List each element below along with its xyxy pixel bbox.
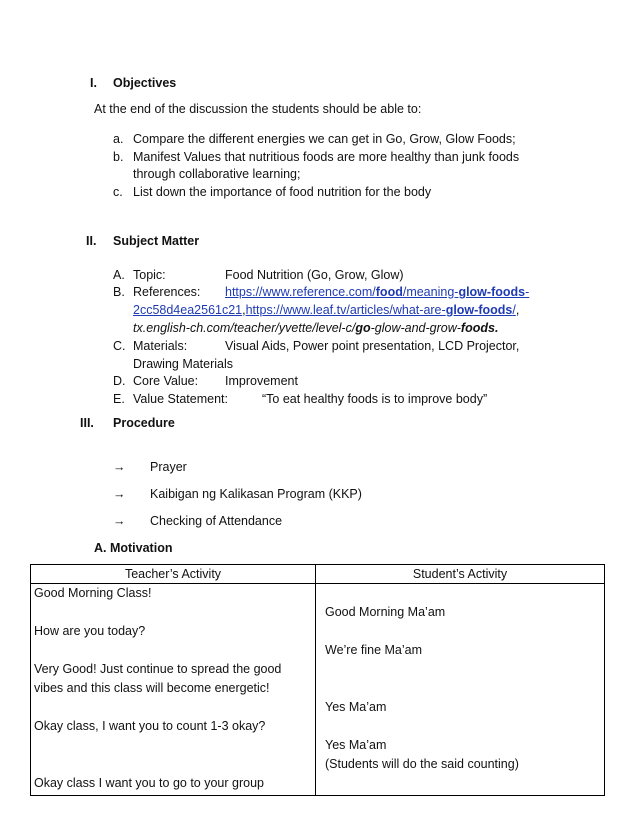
topic-value: Food Nutrition (Go, Grow, Glow) (225, 268, 404, 282)
arrow-icon: → (113, 460, 126, 474)
subject-matter-numeral: II. (86, 234, 97, 248)
objective-marker-a: a. (113, 132, 124, 146)
ref2-part-c[interactable]: / (512, 303, 516, 317)
objective-b-line1: Manifest Values that nutritious foods are more healthy than junk foods (133, 150, 520, 164)
ref3-part-a: tx.english-ch.com/teacher/yvette/level-c/ (133, 321, 356, 335)
table-line (34, 737, 312, 756)
topic-label: Topic: (133, 268, 166, 282)
ref3-part-c: -glow-and-grow- (370, 321, 461, 335)
ref-trail: , (515, 303, 520, 317)
ref2-part-a[interactable]: https://www.leaf.tv/articles/what-are- (245, 303, 446, 317)
ref1-part-d[interactable]: glow-foods (458, 285, 526, 299)
ref1-part-a[interactable]: https://www.reference.com/ (225, 285, 376, 299)
core-value-value: Improvement (225, 374, 298, 388)
value-statement-label: Value Statement: (133, 392, 228, 406)
objectives-heading: Objectives (113, 76, 177, 90)
table-line (325, 661, 601, 680)
table-line: We’re fine Ma’am (325, 643, 423, 658)
table-line: Okay class, I want you to count 1-3 okay? (34, 719, 266, 734)
objective-b-line2: through collaborative learning; (133, 167, 301, 181)
ref-comma: , (242, 303, 246, 317)
references-label: References: (133, 285, 201, 299)
table-line (325, 585, 601, 604)
ref1-part-c[interactable]: /meaning- (402, 285, 459, 299)
table-header-row (31, 565, 605, 584)
table-line (34, 699, 312, 718)
table-line: Good Morning Ma’am (325, 605, 446, 620)
objective-c: List down the importance of food nutrition for the body (133, 185, 432, 199)
arrow-icon: → (113, 487, 126, 501)
table-line (325, 680, 601, 699)
core-value-label: Core Value: (133, 374, 199, 388)
objective-marker-b: b. (113, 150, 124, 164)
value-statement-value: “To eat healthy foods is to improve body” (262, 392, 488, 406)
ref1-part-b[interactable]: food (375, 285, 403, 299)
activity-table (30, 564, 605, 796)
objectives-intro: At the end of the discussion the students should be able to: (94, 102, 422, 116)
table-line (34, 604, 312, 623)
table-line (325, 623, 601, 642)
procedure-heading: Procedure (113, 416, 175, 430)
student-activity-cell (316, 584, 605, 796)
table-line: How are you today? (34, 624, 146, 639)
procedure-numeral: III. (80, 416, 94, 430)
subject-matter-heading: Subject Matter (113, 234, 200, 248)
motivation-heading: A. Motivation (94, 541, 173, 555)
materials-value: Visual Aids, Power point presentation, LCD Projector, (225, 339, 520, 353)
student-activity-header: Student’s Activity (316, 565, 605, 584)
reference-line-3 (133, 320, 498, 336)
ref3-part-d: foods. (460, 321, 499, 335)
topic-marker: A. (113, 268, 125, 282)
ref3-part-b: go (355, 321, 371, 335)
objective-a: Compare the different energies we can get in Go, Grow, Glow Foods; (133, 132, 516, 146)
procedure-item-attendance: Checking of Attendance (150, 514, 283, 528)
value-statement-marker: E. (113, 392, 125, 406)
teacher-activity-cell (31, 584, 316, 796)
references-marker: B. (113, 285, 125, 299)
table-line (325, 775, 601, 794)
procedure-item-prayer: Prayer (150, 460, 187, 474)
procedure-item-kkp: Kaibigan ng Kalikasan Program (KKP) (150, 487, 362, 501)
reference-line-2 (133, 302, 519, 318)
table-line: Okay class I want you to go to your group (34, 776, 264, 791)
ref2-part-b[interactable]: glow-foods (445, 303, 513, 317)
table-line: Very Good! Just continue to spread the good (34, 662, 282, 677)
table-line: Good Morning Class! (34, 586, 152, 601)
table-line: (Students will do the said counting) (325, 757, 519, 772)
table-line: Yes Ma’am (325, 700, 387, 715)
materials-label: Materials: (133, 339, 188, 353)
table-line (34, 756, 312, 775)
reference-link-1[interactable] (225, 284, 529, 300)
table-line: vibes and this class will become energetic! (34, 681, 270, 696)
objective-marker-c: c. (113, 185, 123, 199)
materials-value-line2: Drawing Materials (133, 357, 234, 371)
table-line: Yes Ma’am (325, 738, 387, 753)
core-value-marker: D. (113, 374, 126, 388)
arrow-icon: → (113, 514, 126, 528)
objectives-numeral: I. (90, 76, 97, 90)
table-line (34, 642, 312, 661)
table-row (31, 584, 605, 796)
teacher-activity-header: Teacher’s Activity (31, 565, 316, 584)
ref1-line2[interactable]: 2cc58d4ea2561c21 (133, 303, 243, 317)
materials-marker: C. (113, 339, 126, 353)
table-line (325, 718, 601, 737)
ref1-part-e[interactable]: - (525, 285, 530, 299)
